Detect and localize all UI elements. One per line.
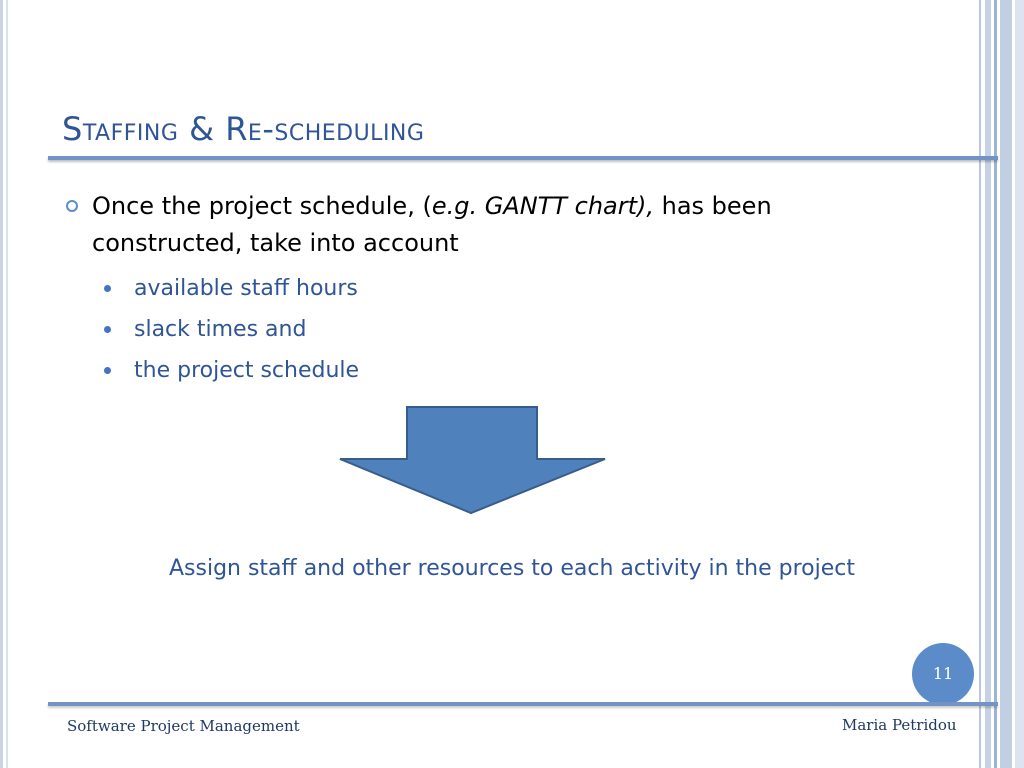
right-edge-stripe (979, 0, 981, 768)
main-bullet (66, 188, 866, 262)
bullet-dot-icon (104, 326, 111, 333)
sub-bullet-item (104, 350, 359, 391)
left-edge-stripe (6, 0, 8, 768)
sub-bullet-text: available staff hours (134, 276, 358, 301)
page-number-badge: 11 (912, 643, 974, 705)
main-bullet-text-after: has been constructed, take into account (92, 192, 772, 257)
slide-title: Staffing & Re-scheduling (62, 110, 425, 148)
main-bullet-text-italic: e.g. GANTT chart), (431, 192, 654, 220)
sub-bullet-text: slack times and (134, 317, 307, 342)
sub-bullet-item (104, 268, 359, 309)
footer-divider (48, 702, 998, 706)
bullet-dot-icon (104, 367, 111, 374)
sub-bullet-item (104, 309, 359, 350)
caption-text: Assign staff and other resources to each activity in the project (168, 556, 856, 581)
ring-bullet-icon (66, 200, 78, 212)
down-arrow-icon (335, 403, 610, 518)
sub-bullet-text: the project schedule (134, 358, 360, 383)
right-edge-stripe (994, 0, 997, 768)
right-edge-stripe (1015, 0, 1024, 768)
right-edge-stripe (985, 0, 991, 768)
sub-bullet-list (104, 268, 359, 391)
bullet-dot-icon (104, 285, 111, 292)
left-edge-stripe (0, 0, 3, 768)
footer-author: Maria Petridou (842, 716, 957, 734)
down-arrow-shape (340, 407, 605, 513)
title-divider (48, 156, 998, 160)
right-edge-stripe (1000, 0, 1012, 768)
main-bullet-text (92, 188, 866, 262)
main-bullet-text-before: Once the project schedule, ( (92, 192, 432, 220)
footer-course-title: Software Project Management (67, 717, 300, 735)
